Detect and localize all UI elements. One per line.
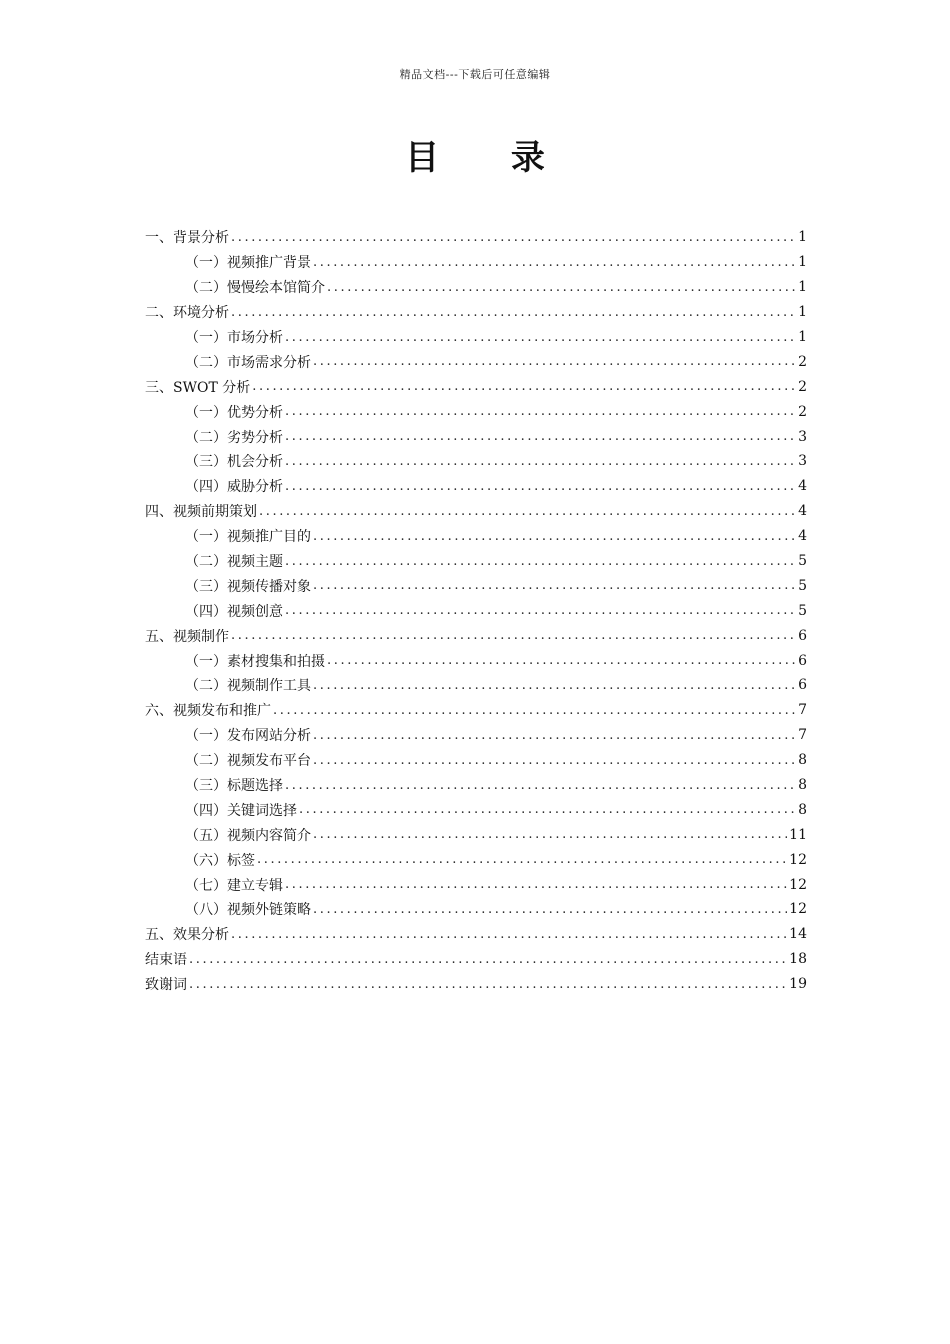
- toc-entry-label: （三）标题选择: [185, 778, 283, 795]
- toc-dot-leader: [313, 255, 796, 270]
- toc-entry[interactable]: [145, 773, 807, 798]
- toc-entry-page: 7: [798, 702, 807, 719]
- toc-dot-leader: [231, 628, 796, 643]
- toc-entry[interactable]: [145, 573, 807, 598]
- toc-entry-page: 6: [798, 652, 807, 669]
- toc-entry-label: 结束语: [145, 952, 187, 969]
- toc-entry[interactable]: [145, 598, 807, 623]
- toc-entry[interactable]: [145, 748, 807, 773]
- toc-entry-label: （一）发布网站分析: [185, 728, 311, 745]
- toc-entry[interactable]: [145, 424, 807, 449]
- toc-entry-label: （六）标签: [185, 852, 255, 869]
- toc-entry-page: 4: [798, 528, 807, 545]
- toc-entry[interactable]: [145, 449, 807, 474]
- toc-entry-label: （一）市场分析: [185, 330, 283, 346]
- toc-entry[interactable]: [145, 474, 807, 499]
- toc-entry-label: （四）威胁分析: [185, 479, 283, 496]
- toc-entry-page: 1: [798, 329, 807, 345]
- toc-dot-leader: [285, 330, 796, 345]
- toc-entry-page: 3: [798, 428, 807, 445]
- toc-dot-leader: [313, 902, 787, 917]
- toc-entry-label: 五、视频制作: [145, 628, 229, 645]
- toc-entry[interactable]: [145, 325, 807, 350]
- toc-entry-page: 6: [798, 627, 807, 644]
- toc-entry-label: （一）视频推广背景: [185, 255, 311, 272]
- toc-entry-label: 致谢词: [145, 977, 187, 994]
- toc-entry-label: （一）素材搜集和拍摄: [185, 653, 325, 670]
- toc-entry-page: 4: [798, 503, 807, 520]
- toc-entry-label: （二）视频主题: [185, 554, 283, 571]
- toc-dot-leader: [299, 802, 796, 817]
- toc-entry-page: 1: [798, 229, 807, 246]
- header-note: 精品文档---下载后可任意编辑: [399, 68, 551, 81]
- toc-entry-label: 二、环境分析: [145, 305, 229, 322]
- toc-entry-page: 7: [798, 727, 807, 744]
- toc-dot-leader: [231, 230, 796, 245]
- toc-entry-label: 四、视频前期策划: [145, 504, 257, 521]
- toc-entry-label: （七）建立专辑: [185, 877, 283, 894]
- toc-entry-page: 19: [789, 976, 807, 993]
- toc-entry[interactable]: [145, 623, 807, 648]
- toc-entry-page: 8: [798, 777, 807, 794]
- toc-entry[interactable]: [145, 399, 807, 424]
- toc-entry-page: 2: [798, 378, 807, 395]
- toc-entry[interactable]: [145, 822, 807, 847]
- toc-entry-label: （八）视频外链策略: [185, 902, 311, 919]
- toc-entry-page: 18: [789, 951, 807, 968]
- toc-dot-leader: [257, 852, 787, 867]
- toc-entry[interactable]: [145, 723, 807, 748]
- toc-entry[interactable]: [145, 499, 807, 524]
- toc-dot-leader: [313, 354, 796, 369]
- toc-entry-page: 8: [798, 801, 807, 818]
- toc-entry-label: 五、效果分析: [145, 927, 229, 944]
- toc-entry[interactable]: [145, 349, 807, 374]
- toc-entry-label: （四）关键词选择: [185, 802, 297, 819]
- toc-dot-leader: [231, 305, 796, 320]
- toc-entry-page: 1: [798, 304, 807, 321]
- toc-entry-page: 12: [789, 851, 807, 868]
- toc-entry-page: 4: [798, 478, 807, 495]
- toc-dot-leader: [259, 504, 796, 519]
- toc-entry[interactable]: [145, 673, 807, 698]
- toc-entry-page: 6: [798, 677, 807, 694]
- toc-dot-leader: [285, 778, 796, 793]
- toc-dot-leader: [285, 479, 796, 494]
- toc-entry[interactable]: [145, 648, 807, 673]
- toc-entry[interactable]: [145, 300, 807, 325]
- toc-entry[interactable]: [145, 947, 807, 972]
- toc-entry-label: （二）劣势分析: [185, 429, 283, 446]
- toc-entry-label: （二）视频制作工具: [185, 678, 311, 695]
- toc-entry-page: 1: [798, 279, 807, 296]
- table-of-contents: [145, 225, 807, 997]
- toc-dot-leader: [189, 977, 787, 992]
- toc-entry[interactable]: [145, 549, 807, 574]
- toc-entry-page: 5: [798, 553, 807, 570]
- toc-entry-label: （二）市场需求分析: [185, 354, 311, 371]
- toc-dot-leader: [189, 952, 787, 967]
- toc-entry-page: 5: [798, 577, 807, 594]
- toc-dot-leader: [285, 603, 796, 618]
- toc-entry-page: 11: [789, 826, 807, 843]
- toc-dot-leader: [285, 454, 796, 469]
- toc-entry-label: （一）视频推广目的: [185, 529, 311, 546]
- toc-entry-page: 2: [798, 403, 807, 420]
- toc-dot-leader: [313, 753, 796, 768]
- toc-dot-leader: [285, 429, 796, 444]
- toc-entry-label: （一）优势分析: [185, 404, 283, 421]
- toc-dot-leader: [231, 927, 787, 942]
- toc-entry-page: 3: [798, 453, 807, 470]
- toc-entry-label: （二）视频发布平台: [185, 753, 311, 770]
- toc-dot-leader: [273, 703, 796, 718]
- toc-entry-label: （三）视频传播对象: [185, 578, 311, 595]
- toc-entry-page: 12: [789, 901, 807, 918]
- toc-entry-page: 2: [798, 353, 807, 370]
- toc-entry-label: 三、SWOT 分析: [145, 379, 251, 396]
- toc-entry[interactable]: [145, 922, 807, 947]
- toc-dot-leader: [285, 554, 796, 569]
- toc-dot-leader: [313, 578, 796, 593]
- toc-entry-label: 六、视频发布和推广: [145, 703, 271, 720]
- toc-entry[interactable]: [145, 524, 807, 549]
- toc-dot-leader: [313, 827, 787, 842]
- toc-entry[interactable]: [145, 897, 807, 922]
- toc-entry-label: （二）慢慢绘本馆简介: [185, 280, 325, 297]
- toc-entry[interactable]: [145, 250, 807, 275]
- toc-entry[interactable]: [145, 847, 807, 872]
- toc-dot-leader: [252, 379, 796, 394]
- toc-dot-leader: [313, 678, 796, 693]
- toc-entry[interactable]: [145, 797, 807, 822]
- toc-entry-label: （四）视频创意: [185, 603, 283, 620]
- toc-entry[interactable]: [145, 374, 807, 399]
- toc-entry-label: 一、背景分析: [145, 230, 229, 247]
- toc-entry-label: （三）机会分析: [185, 454, 283, 471]
- toc-entry[interactable]: [145, 698, 807, 723]
- toc-entry[interactable]: [145, 225, 807, 250]
- toc-dot-leader: [313, 529, 796, 544]
- toc-entry[interactable]: [145, 872, 807, 897]
- toc-entry-label: （五）视频内容简介: [185, 827, 311, 844]
- toc-title: 目 录: [405, 138, 575, 178]
- toc-dot-leader: [327, 280, 796, 295]
- toc-entry-page: 8: [798, 752, 807, 769]
- toc-entry-page: 5: [798, 602, 807, 619]
- toc-dot-leader: [327, 653, 796, 668]
- toc-entry-page: 1: [798, 254, 807, 271]
- toc-entry[interactable]: [145, 275, 807, 300]
- toc-entry-page: 12: [789, 876, 807, 893]
- toc-dot-leader: [285, 877, 787, 892]
- toc-entry[interactable]: [145, 972, 807, 997]
- toc-dot-leader: [313, 728, 796, 743]
- toc-dot-leader: [285, 404, 796, 419]
- toc-entry-page: 14: [789, 926, 807, 943]
